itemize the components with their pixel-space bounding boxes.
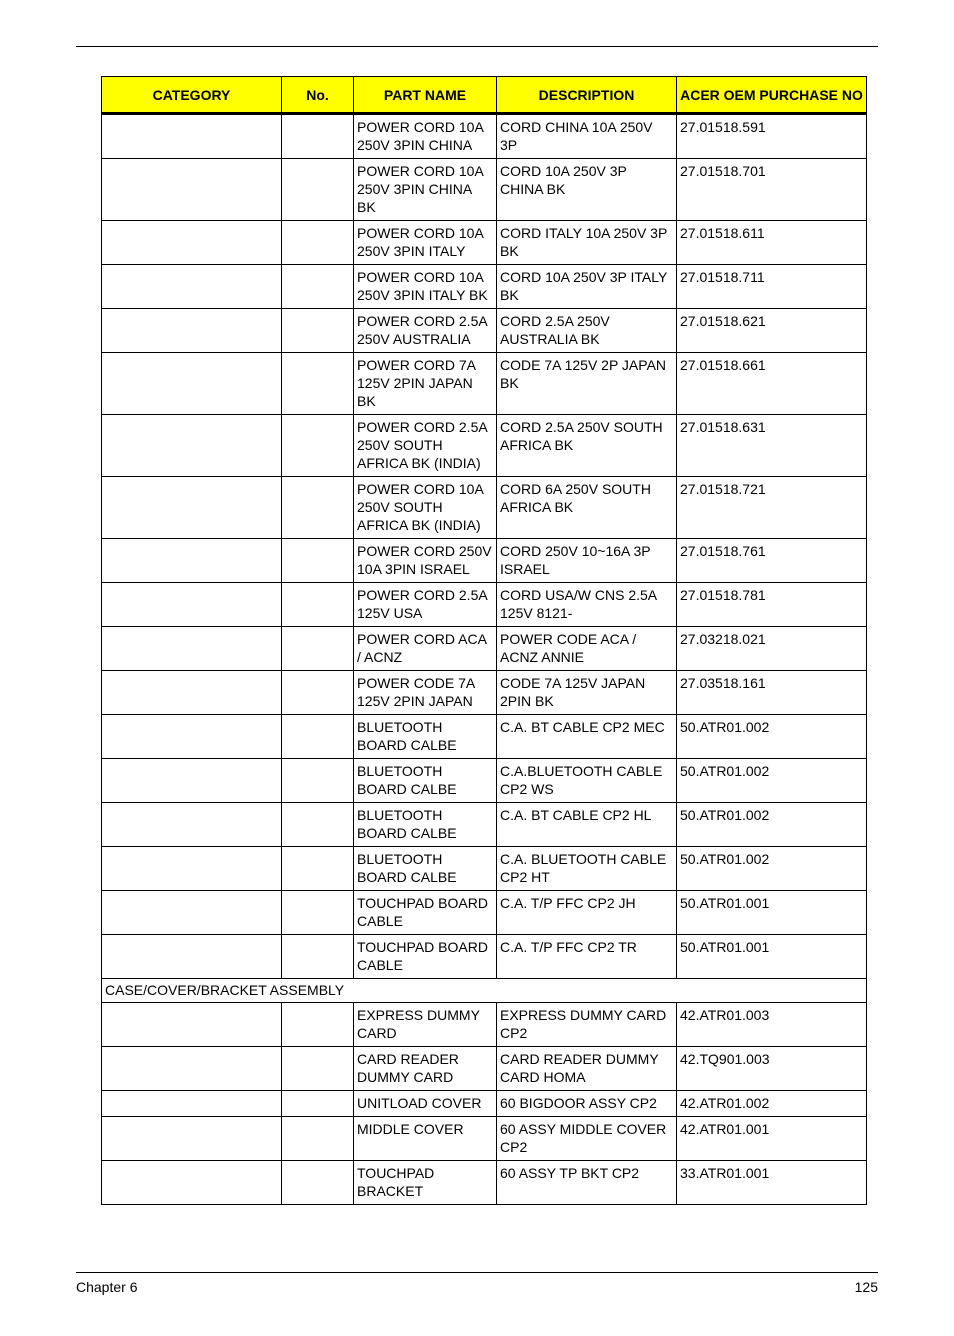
col-header-purchase-no: ACER OEM PURCHASE NO [677,77,867,113]
cell-description: 60 ASSY MIDDLE COVER CP2 [497,1117,677,1161]
cell-description: CORD 250V 10~16A 3P ISRAEL [497,539,677,583]
cell-category [102,715,282,759]
cell-description: CORD ITALY 10A 250V 3P BK [497,221,677,265]
table-row [102,1161,867,1205]
cell-no [282,1091,354,1117]
cell-no [282,627,354,671]
cell-purchase-no: 27.01518.611 [677,221,867,265]
parts-table [101,76,867,1205]
cell-part-name: POWER CORD 2.5A 250V AUSTRALIA [354,309,497,353]
cell-description: 60 BIGDOOR ASSY CP2 [497,1091,677,1117]
header-rule [76,46,878,47]
cell-part-name: POWER CODE 7A 125V 2PIN JAPAN [354,671,497,715]
cell-no [282,759,354,803]
cell-part-name: MIDDLE COVER [354,1117,497,1161]
table-row [102,715,867,759]
table-row [102,847,867,891]
cell-no [282,891,354,935]
cell-part-name: POWER CORD 2.5A 250V SOUTH AFRICA BK (INDIA) [354,415,497,477]
table-row [102,1091,867,1117]
cell-purchase-no: 42.TQ901.003 [677,1047,867,1091]
cell-purchase-no: 27.01518.721 [677,477,867,539]
cell-category [102,847,282,891]
table-row [102,1003,867,1047]
cell-no [282,159,354,221]
cell-purchase-no: 50.ATR01.001 [677,935,867,979]
table-row [102,415,867,477]
cell-no [282,309,354,353]
cell-no [282,1003,354,1047]
cell-purchase-no: 27.03518.161 [677,671,867,715]
cell-description: CORD 10A 250V 3P CHINA BK [497,159,677,221]
table-row [102,759,867,803]
table-row [102,935,867,979]
table-row [102,159,867,221]
table-row [102,803,867,847]
table-row [102,353,867,415]
cell-description: CORD 2.5A 250V SOUTH AFRICA BK [497,415,677,477]
cell-purchase-no: 27.01518.711 [677,265,867,309]
cell-part-name: POWER CORD 2.5A 125V USA [354,583,497,627]
cell-category [102,1117,282,1161]
cell-no [282,847,354,891]
cell-category [102,935,282,979]
cell-part-name: CARD READER DUMMY CARD [354,1047,497,1091]
cell-purchase-no: 27.01518.781 [677,583,867,627]
cell-no [282,114,354,159]
cell-part-name: BLUETOOTH BOARD CALBE [354,803,497,847]
cell-category [102,1003,282,1047]
cell-purchase-no: 42.ATR01.003 [677,1003,867,1047]
col-header-no: No. [282,77,354,113]
cell-no [282,353,354,415]
cell-part-name: BLUETOOTH BOARD CALBE [354,847,497,891]
cell-part-name: POWER CORD 10A 250V 3PIN ITALY [354,221,497,265]
cell-category [102,891,282,935]
cell-part-name: BLUETOOTH BOARD CALBE [354,715,497,759]
cell-no [282,221,354,265]
cell-category [102,539,282,583]
cell-purchase-no: 27.01518.591 [677,114,867,159]
cell-category [102,1091,282,1117]
cell-category [102,159,282,221]
cell-description: CODE 7A 125V JAPAN 2PIN BK [497,671,677,715]
cell-category [102,671,282,715]
footer-rule [76,1272,878,1273]
cell-no [282,265,354,309]
cell-category [102,309,282,353]
cell-purchase-no: 27.01518.661 [677,353,867,415]
cell-category [102,477,282,539]
cell-purchase-no: 33.ATR01.001 [677,1161,867,1205]
col-header-part-name: PART NAME [354,77,497,113]
cell-purchase-no: 27.03218.021 [677,627,867,671]
cell-part-name: POWER CORD 10A 250V SOUTH AFRICA BK (INDIA) [354,477,497,539]
table-header-row [102,77,867,113]
cell-part-name: TOUCHPAD BOARD CABLE [354,935,497,979]
section-title: CASE/COVER/BRACKET ASSEMBLY [102,979,867,1003]
cell-part-name: BLUETOOTH BOARD CALBE [354,759,497,803]
cell-category [102,114,282,159]
cell-description: CORD 10A 250V 3P ITALY BK [497,265,677,309]
table-row [102,627,867,671]
col-header-description: DESCRIPTION [497,77,677,113]
cell-category [102,221,282,265]
cell-category [102,759,282,803]
table-row [102,221,867,265]
cell-part-name: POWER CORD 10A 250V 3PIN CHINA [354,114,497,159]
cell-no [282,1117,354,1161]
cell-description: POWER CODE ACA / ACNZ ANNIE [497,627,677,671]
footer-page-number: 125 [854,1279,878,1295]
table-row [102,309,867,353]
cell-category [102,265,282,309]
cell-purchase-no: 27.01518.701 [677,159,867,221]
cell-part-name: UNITLOAD COVER [354,1091,497,1117]
cell-purchase-no: 50.ATR01.001 [677,891,867,935]
cell-purchase-no: 27.01518.621 [677,309,867,353]
cell-description: C.A. BLUETOOTH CABLE CP2 HT [497,847,677,891]
cell-purchase-no: 50.ATR01.002 [677,847,867,891]
cell-description: C.A.BLUETOOTH CABLE CP2 WS [497,759,677,803]
table-row [102,114,867,159]
cell-category [102,803,282,847]
table-row [102,477,867,539]
cell-part-name: TOUCHPAD BRACKET [354,1161,497,1205]
section-row [102,979,867,1003]
cell-no [282,583,354,627]
table-row [102,265,867,309]
cell-description: C.A. BT CABLE CP2 MEC [497,715,677,759]
col-header-category: CATEGORY [102,77,282,113]
cell-part-name: POWER CORD ACA / ACNZ [354,627,497,671]
cell-part-name: TOUCHPAD BOARD CABLE [354,891,497,935]
cell-description: EXPRESS DUMMY CARD CP2 [497,1003,677,1047]
cell-category [102,627,282,671]
cell-no [282,1047,354,1091]
cell-category [102,1161,282,1205]
cell-no [282,803,354,847]
cell-no [282,715,354,759]
cell-description: C.A. T/P FFC CP2 JH [497,891,677,935]
cell-no [282,415,354,477]
cell-purchase-no: 27.01518.631 [677,415,867,477]
cell-description: CORD 2.5A 250V AUSTRALIA BK [497,309,677,353]
cell-part-name: EXPRESS DUMMY CARD [354,1003,497,1047]
cell-description: CARD READER DUMMY CARD HOMA [497,1047,677,1091]
cell-category [102,353,282,415]
cell-description: CODE 7A 125V 2P JAPAN BK [497,353,677,415]
cell-description: CORD CHINA 10A 250V 3P [497,114,677,159]
cell-purchase-no: 42.ATR01.002 [677,1091,867,1117]
table-row [102,671,867,715]
cell-no [282,1161,354,1205]
cell-part-name: POWER CORD 10A 250V 3PIN CHINA BK [354,159,497,221]
cell-description: 60 ASSY TP BKT CP2 [497,1161,677,1205]
footer-chapter: Chapter 6 [76,1279,138,1295]
cell-part-name: POWER CORD 7A 125V 2PIN JAPAN BK [354,353,497,415]
cell-description: C.A. BT CABLE CP2 HL [497,803,677,847]
cell-description: CORD USA/W CNS 2.5A 125V 8121- [497,583,677,627]
cell-purchase-no: 50.ATR01.002 [677,759,867,803]
cell-no [282,477,354,539]
cell-category [102,583,282,627]
cell-purchase-no: 50.ATR01.002 [677,803,867,847]
table-row [102,583,867,627]
cell-purchase-no: 42.ATR01.001 [677,1117,867,1161]
table-row [102,539,867,583]
table-row [102,1117,867,1161]
cell-part-name: POWER CORD 250V 10A 3PIN ISRAEL [354,539,497,583]
cell-purchase-no: 50.ATR01.002 [677,715,867,759]
table-row [102,1047,867,1091]
cell-description: C.A. T/P FFC CP2 TR [497,935,677,979]
cell-category [102,415,282,477]
cell-no [282,671,354,715]
cell-no [282,935,354,979]
cell-description: CORD 6A 250V SOUTH AFRICA BK [497,477,677,539]
cell-category [102,1047,282,1091]
cell-no [282,539,354,583]
cell-purchase-no: 27.01518.761 [677,539,867,583]
cell-part-name: POWER CORD 10A 250V 3PIN ITALY BK [354,265,497,309]
table-row [102,891,867,935]
